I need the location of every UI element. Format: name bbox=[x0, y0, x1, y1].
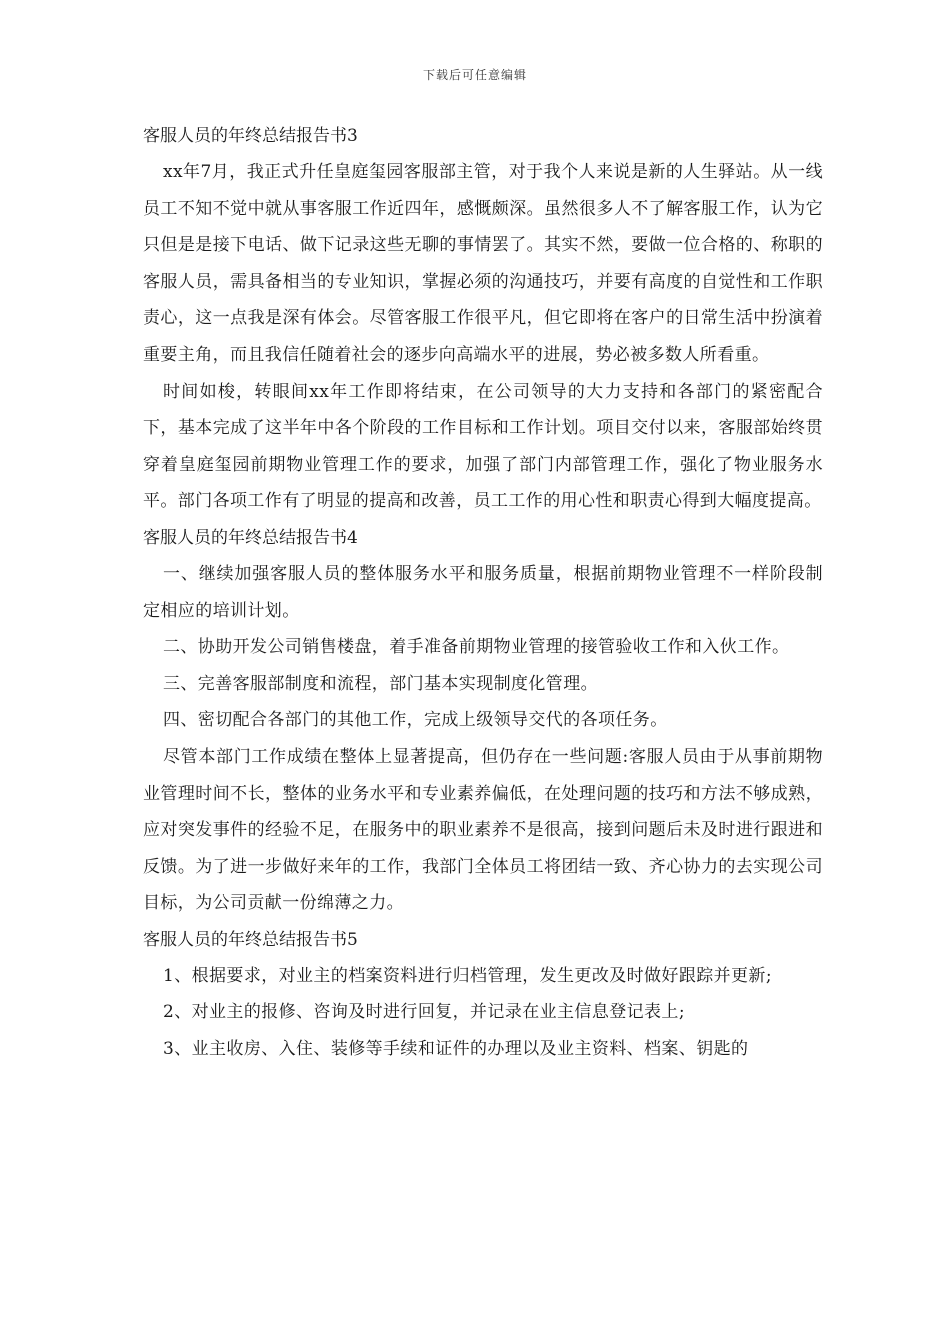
section-title: 客服人员的年终总结报告书5 bbox=[143, 929, 358, 950]
paragraph: 一、继续加强客服人员的整体服务水平和服务质量，根据前期物业管理不一样阶段制定相应的培训计划。 bbox=[143, 563, 823, 621]
section-title: 客服人员的年终总结报告书4 bbox=[143, 527, 358, 548]
paragraph: xx年7月，我正式升任皇庭玺园客服部主管，对于我个人来说是新的人生驿站。从一线员工不知不觉中就从事客服工作近四年，感慨颇深。虽然很多人不了解客服工作，认为它只但是是接下电话、做下记录这些无聊的事情罢了。其实不然，要做一位合格的、称职的客服人员，需具备相当的专业知识，掌握必须的沟通技巧，并要有高度的自觉性和工作职责心，这一点我是深有体会。尽管客服工作很平凡，但它即将在客户的日常生活中扮演着重要主角，而且我信任随着社会的逐步向高端水平的进展，势必被多数人所看重。 bbox=[143, 162, 823, 365]
document-body bbox=[143, 118, 823, 1068]
paragraph: 尽管本部门工作成绩在整体上显著提高，但仍存在一些问题:客服人员由于从事前期物业管理时间不长，整体的业务水平和专业素养偏低，在处理问题的技巧和方法不够成熟，应对突发事件的经验不足，在服务中的职业素养不是很高，接到问题后未及时进行跟进和反馈。为了进一步做好来年的工作，我部门全体员工将团结一致、齐心协力的去实现公司目标，为公司贡献一份绵薄之力。 bbox=[143, 746, 823, 914]
paragraph: 三、完善客服部制度和流程，部门基本实现制度化管理。 bbox=[163, 673, 598, 694]
header-note: 下载后可任意编辑 bbox=[422, 68, 527, 82]
section-title: 客服人员的年终总结报告书3 bbox=[143, 126, 358, 146]
paragraph: 2、对业主的报修、咨询及时进行回复，并记录在业主信息登记表上; bbox=[163, 1002, 685, 1023]
paragraph: 3、业主收房、入住、装修等手续和证件的办理以及业主资料、档案、钥匙的 bbox=[163, 1039, 749, 1060]
paragraph: 时间如梭，转眼间xx年工作即将结束，在公司领导的大力支持和各部门的紧密配合下，基本完成了这半年中各个阶段的工作目标和工作计划。项目交付以来，客服部始终贯穿着皇庭玺园前期物业管理工作的要求，加强了部门内部管理工作，强化了物业服务水平。部门各项工作有了明显的提高和改善，员工工作的用心性和职责心得到大幅度提高。 bbox=[143, 381, 823, 512]
paragraph: 1、根据要求，对业主的档案资料进行归档管理，发生更改及时做好跟踪并更新; bbox=[163, 965, 772, 986]
paragraph: 四、密切配合各部门的其他工作，完成上级领导交代的各项任务。 bbox=[163, 710, 668, 731]
paragraph: 二、协助开发公司销售楼盘，着手准备前期物业管理的接管验收工作和入伙工作。 bbox=[163, 637, 790, 658]
